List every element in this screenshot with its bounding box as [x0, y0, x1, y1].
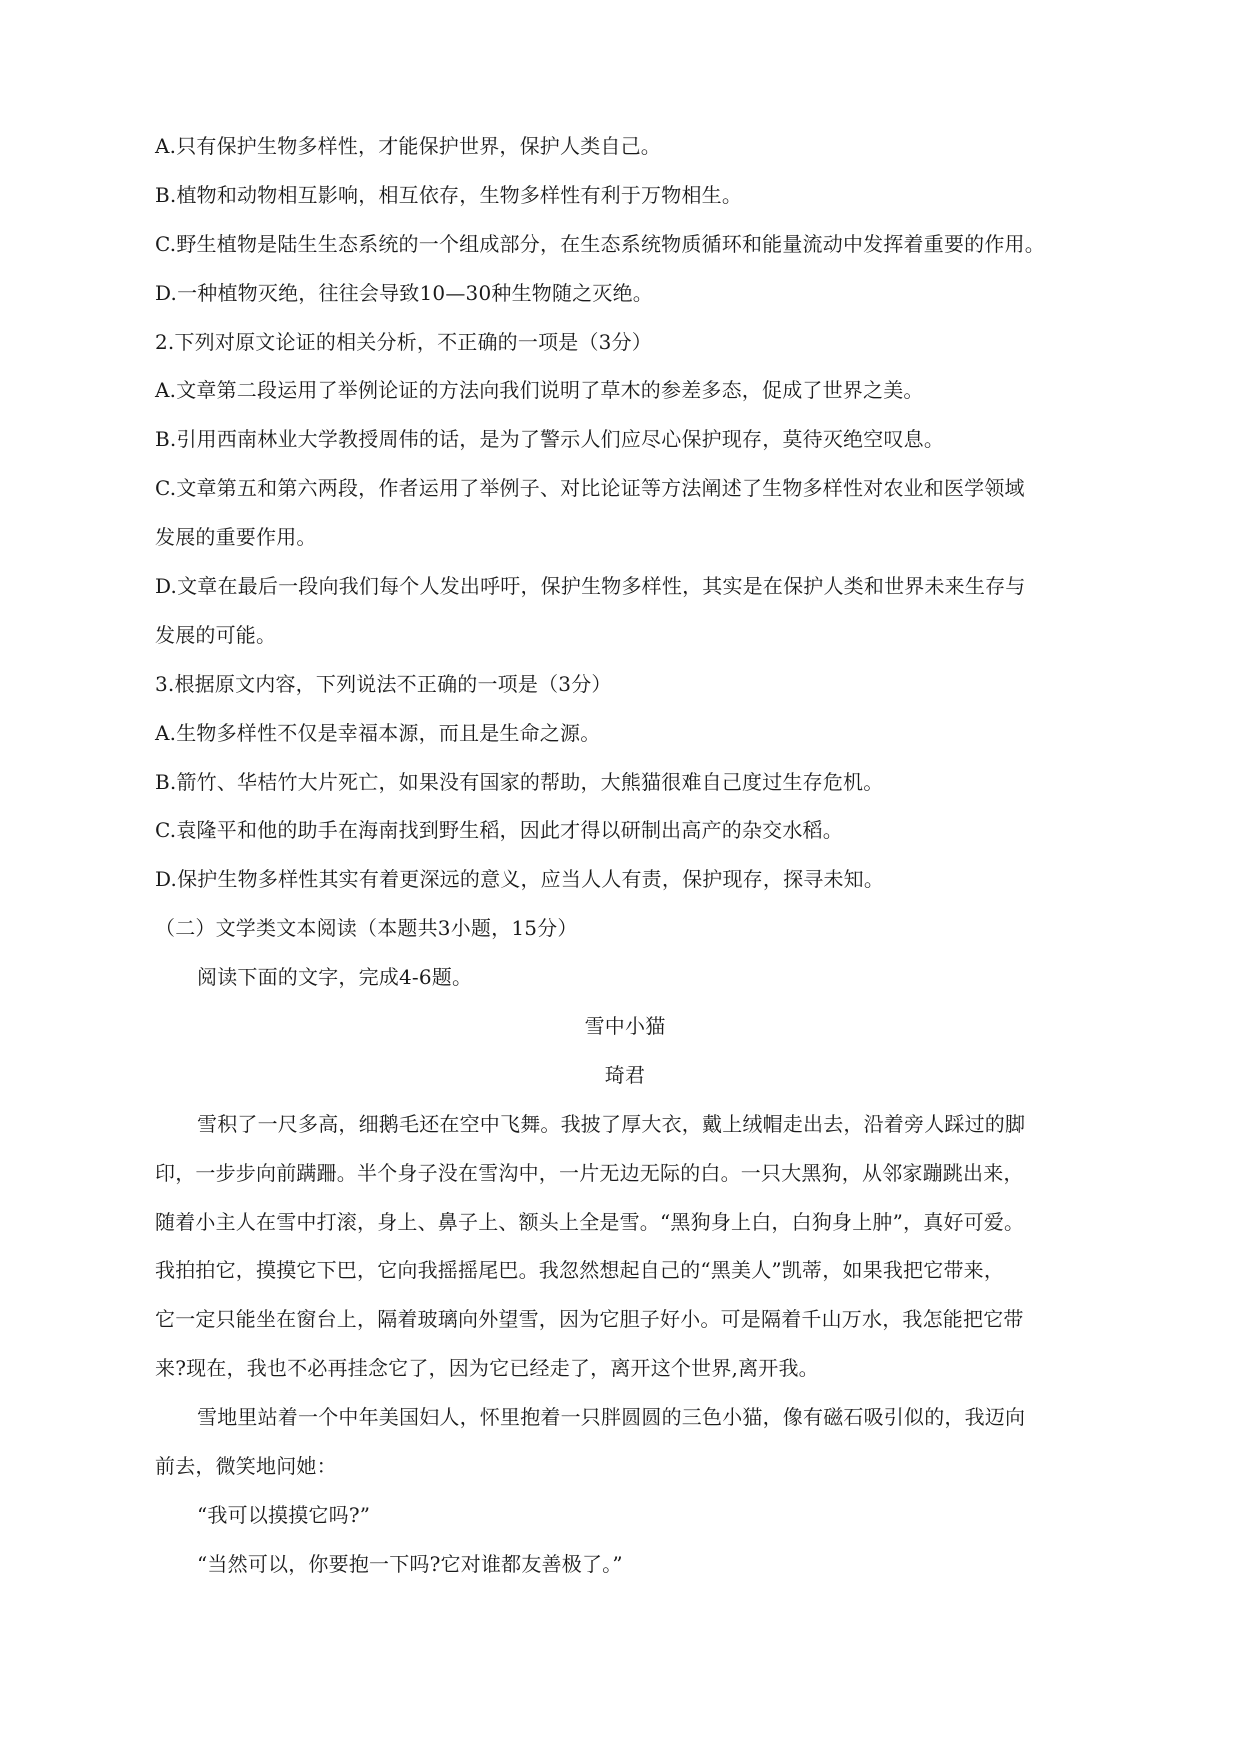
q2-option-c-line2: 发展的重要作用。 [155, 525, 317, 550]
story-title: 雪中小猫 [584, 1014, 666, 1039]
para2-line2: 前去，微笑地问她： [155, 1454, 337, 1479]
dialogue-line1: “我可以摸摸它吗?” [197, 1502, 371, 1527]
q2-option-c-line1: C.文章第五和第六两段，作者运用了举例子、对比论证等方法阐述了生物多样性对农业和医学领域 [155, 476, 1025, 501]
para1-line4: 我拍拍它，摸摸它下巴，它向我摇摇尾巴。我忽然想起自己的“黑美人”凯蒂，如果我把它带来， [155, 1258, 1005, 1283]
reading-instruction: 阅读下面的文字，完成4-6题。 [197, 965, 473, 990]
q1-option-b: B.植物和动物相互影响，相互依存，生物多样性有利于万物相生。 [155, 182, 743, 207]
q1-option-a: A.只有保护生物多样性，才能保护世界，保护人类自己。 [155, 134, 662, 158]
q3-option-b: B.箭竹、华桔竹大片死亡，如果没有国家的帮助，大熊猫很难自己度过生存危机。 [155, 769, 884, 794]
document-page [155, 122, 1095, 1589]
q2-option-d-line2: 发展的可能。 [155, 622, 277, 647]
q1-option-d: D.一种植物灭绝，往往会导致10—30种生物随之灭绝。 [155, 280, 653, 305]
q3-option-d: D.保护生物多样性其实有着更深远的意义，应当人人有责，保护现存，探寻未知。 [155, 867, 885, 892]
para1-line5: 它一定只能坐在窗台上，隔着玻璃向外望雪，因为它胆子好小。可是隔着千山万水，我怎能把它带 [155, 1307, 1024, 1332]
q2-option-b: B.引用西南林业大学教授周伟的话，是为了警示人们应尽心保护现存，莫待灭绝空叹息。 [155, 427, 945, 452]
para2-line1: 雪地里站着一个中年美国妇人，怀里抱着一只胖圆圆的三色小猫，像有磁石吸引似的，我迈向 [197, 1405, 1026, 1430]
q1-option-c: C.野生植物是陆生生态系统的一个组成部分，在生态系统物质循环和能量流动中发挥着重要的作用。 [155, 231, 1045, 256]
para1-line6: 来?现在，我也不必再挂念它了，因为它已经走了，离开这个世界,离开我。 [155, 1356, 819, 1381]
story-author: 琦君 [604, 1062, 646, 1087]
para1-line2: 印，一步步向前蹒跚。半个身子没在雪沟中，一片无边无际的白。一只大黑狗，从邻家蹦跳出来， [155, 1160, 1024, 1185]
section-heading: （二）文学类文本阅读（本题共3小题，15分） [155, 916, 578, 941]
q2-option-d-line1: D.文章在最后一段向我们每个人发出呼吁，保护生物多样性，其实是在保护人类和世界未来生存与 [155, 574, 1026, 599]
q3-option-a: A.生物多样性不仅是幸福本源，而且是生命之源。 [155, 720, 601, 745]
para1-line3: 随着小主人在雪中打滚，身上、鼻子上、额头上全是雪。“黑狗身上白，白狗身上肿”，真好可爱。 [155, 1209, 1025, 1234]
q3-option-c: C.袁隆平和他的助手在海南找到野生稻，因此才得以研制出高产的杂交水稻。 [155, 818, 843, 843]
q3-stem: 3.根据原文内容，下列说法不正确的一项是（3分） [155, 671, 612, 696]
dialogue-line2: “当然可以，你要抱一下吗?它对谁都友善极了。” [197, 1551, 623, 1576]
para1-line1: 雪积了一尺多高，细鹅毛还在空中飞舞。我披了厚大衣，戴上绒帽走出去，沿着旁人踩过的脚 [197, 1111, 1026, 1136]
q2-stem: 2.下列对原文论证的相关分析，不正确的一项是（3分） [155, 329, 653, 354]
q2-option-a: A.文章第二段运用了举例论证的方法向我们说明了草木的参差多态，促成了世界之美。 [155, 378, 924, 403]
